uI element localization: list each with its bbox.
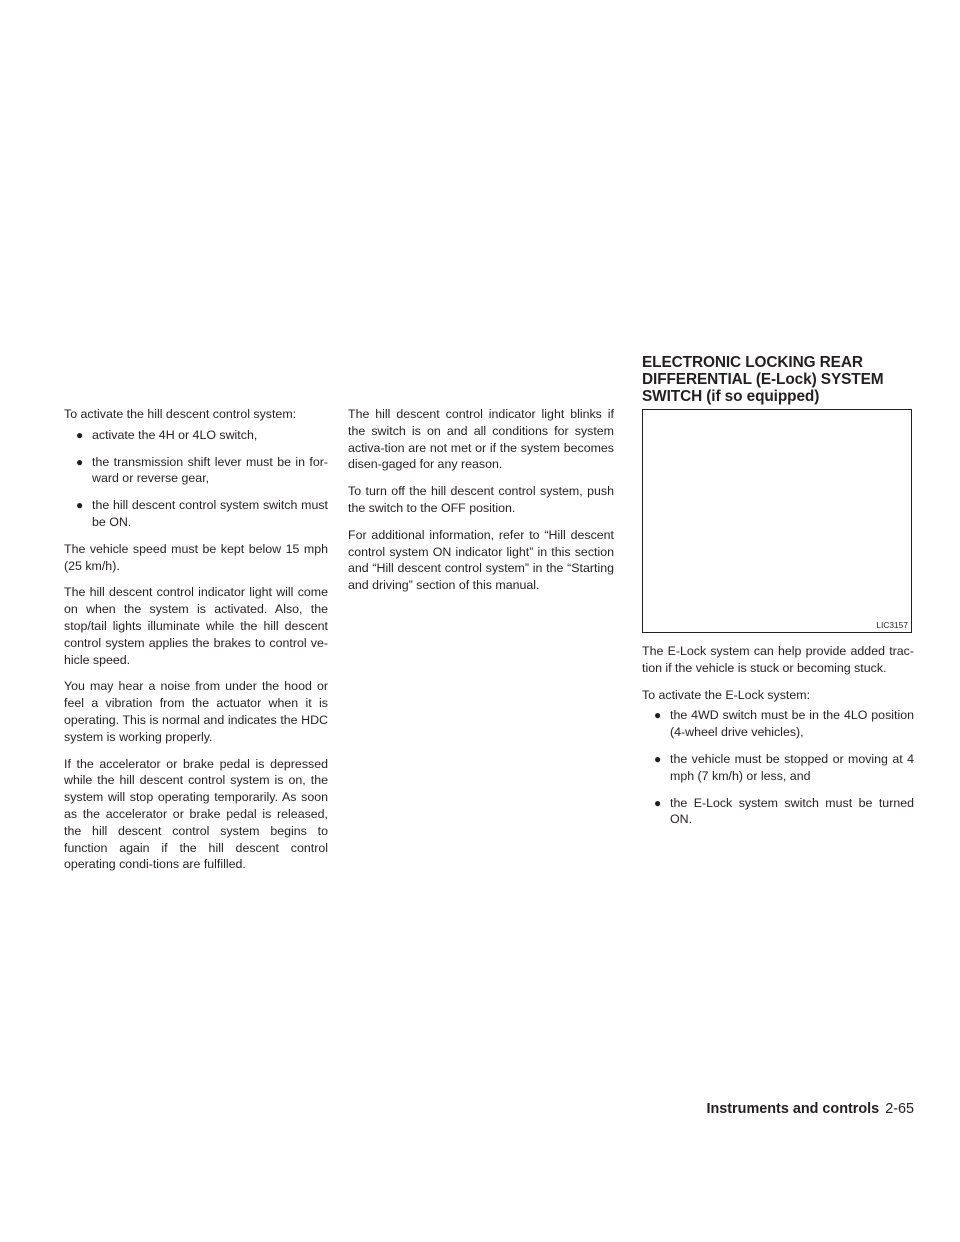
e-lock-figure (642, 409, 912, 633)
list-item: ● the transmission shift lever must be in for-ward or reverse gear, (76, 454, 328, 486)
paragraph: If the accelerator or brake pedal is depressed while the hill descent control system is on, the system will stop operating temporarily. As soon as the accelerator or brake pedal is released, the hill descent control system begins to function again if the hill descent control operating condi-tions are fulfilled. (64, 756, 328, 872)
bullet-icon: ● (76, 427, 84, 442)
page-footer (706, 1100, 914, 1118)
e-lock-activation-list (642, 707, 914, 828)
bullet-icon: ● (654, 708, 662, 723)
right-column (642, 354, 914, 838)
paragraph: To activate the E-Lock system: (642, 687, 811, 702)
list-item: ● the vehicle must be stopped or moving at 4 mph (7 km/h) or less, and (654, 751, 914, 783)
footer-section-title: Instruments and controls (706, 1101, 880, 1117)
left-column (64, 406, 328, 883)
hdc-activation-list (64, 427, 328, 531)
paragraph: The hill descent control indicator light will come on when the system is activated. Also, the stop/tail lights illuminate while the hill descent control system applies the brakes to control ve-hicle speed. (64, 585, 328, 667)
figure-code: LIC3157 (876, 620, 908, 630)
list-item: ● the E-Lock system switch must be turned ON. (654, 795, 914, 827)
bullet-icon: ● (654, 795, 662, 810)
page-number: 2-65 (885, 1101, 914, 1117)
paragraph: You may hear a noise from under the hood or feel a vibration from the actuator when it is operating. This is normal and indicates the HDC system is working properly. (64, 679, 328, 744)
hdc-intro: To activate the hill descent control system: (64, 407, 297, 421)
section-heading: ELECTRONIC LOCKING REAR DIFFERENTIAL (E-Lock) SYSTEM SWITCH (if so equipped) (642, 354, 884, 405)
bullet-icon: ● (76, 498, 84, 513)
middle-column (348, 406, 614, 604)
bullet-icon: ● (76, 454, 84, 469)
paragraph: The E-Lock system can help provide added trac-tion if the vehicle is stuck or becoming stuck. (642, 644, 914, 675)
list-item: ● activate the 4H or 4LO switch, (76, 427, 258, 442)
paragraph: The hill descent control indicator light blinks if the switch is on and all conditions for system activa-tion are not met or if the system becomes disen-gaged for any reason. (348, 407, 614, 472)
paragraph: To turn off the hill descent control system, push the switch to the OFF position. (348, 484, 614, 515)
list-item: ● the 4WD switch must be in the 4LO position (4-wheel drive vehicles), (654, 708, 914, 740)
list-item: ● the hill descent control system switch must be ON. (76, 498, 328, 529)
bullet-icon: ● (654, 751, 662, 766)
paragraph: For additional information, refer to “Hill descent control system ON indicator light” in this section and “Hill descent control system” in the “Starting and driving” section of this manual. (348, 527, 614, 593)
paragraph: The vehicle speed must be kept below 15 mph (25 km/h). (64, 541, 328, 573)
